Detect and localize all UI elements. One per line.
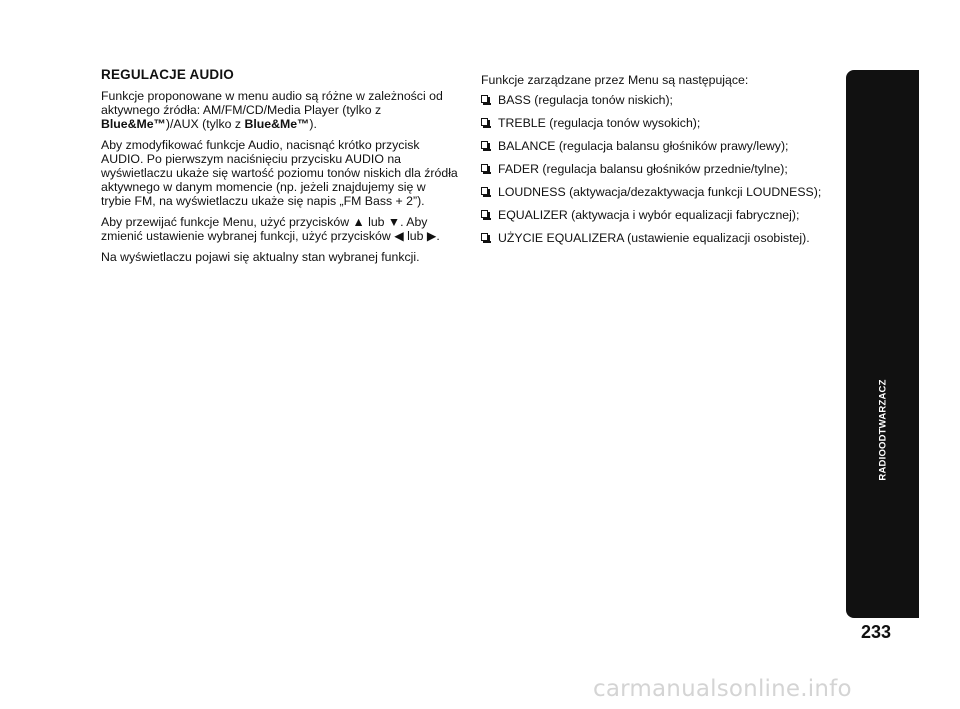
paragraph-sources-text-d: ). <box>309 117 317 131</box>
arrow-right-icon: ▶ <box>426 229 437 243</box>
paragraph-display-state: Na wyświetlaczu pojawi się aktualny stan wybranej funkcji. <box>101 250 420 264</box>
list-item <box>481 162 841 176</box>
paragraph-sources <box>101 89 459 131</box>
list-item-text: BALANCE (regulacja balansu głośników prawy/lewy); <box>498 139 789 153</box>
list-item-text: TREBLE (regulacja tonów wysokich); <box>498 116 701 130</box>
chapter-tab <box>846 70 919 618</box>
checkbox-bullet-icon <box>481 164 488 172</box>
paragraph-scroll-text-c: . <box>436 229 440 243</box>
paragraph-scroll-lub-1: lub <box>364 215 388 229</box>
list-item <box>481 208 841 222</box>
list-item-text: UŻYCIE EQUALIZERA (ustawienie equalizacji osobistej). <box>498 231 810 245</box>
paragraph-scroll-text-a: Aby przewijać funkcje Menu, użyć przycisków <box>101 215 353 229</box>
right-column <box>481 73 841 254</box>
list-item-text: EQUALIZER (aktywacja i wybór equalizacji fabrycznej); <box>498 208 800 222</box>
functions-list <box>481 93 841 245</box>
checkbox-bullet-icon <box>481 233 488 241</box>
checkbox-bullet-icon <box>481 187 488 195</box>
paragraph-scroll-text-b: . Aby zmienić ustawienie wybranej funkcji, użyć przycisków <box>101 215 428 243</box>
bluetooth-brand-1: Blue&Me™ <box>101 117 166 131</box>
list-item <box>481 231 841 245</box>
checkbox-bullet-icon <box>481 141 488 149</box>
arrow-left-icon: ◀ <box>394 229 404 243</box>
list-item-text: FADER (regulacja balansu głośników przednie/tylne); <box>498 162 788 176</box>
list-item <box>481 93 841 107</box>
paragraph-scroll-menu <box>101 215 459 243</box>
checkbox-bullet-icon <box>481 95 488 103</box>
bluetooth-brand-2: Blue&Me™ <box>244 117 310 131</box>
chapter-tab-label: RADIOODTWARZACZ <box>877 379 888 481</box>
left-column <box>101 68 459 271</box>
paragraph-sources-text-a: Funkcje proponowane w menu audio są różne w zależności od aktywnego źródła: AM/FM/CD/Media Player (tylko z <box>101 89 443 117</box>
list-item <box>481 139 841 153</box>
page-number: 233 <box>860 622 892 642</box>
list-item-text: LOUDNESS (aktywacja/dezaktywacja funkcji LOUDNESS); <box>498 185 822 199</box>
list-item <box>481 116 841 130</box>
checkbox-bullet-icon <box>481 210 488 218</box>
arrow-up-icon: ▲ <box>352 215 365 229</box>
paragraph-sources-text-c: )/AUX (tylko z <box>165 117 245 131</box>
section-heading: REGULACJE AUDIO <box>101 67 235 82</box>
list-item <box>481 185 841 199</box>
functions-intro: Funkcje zarządzane przez Menu są następujące: <box>481 73 749 87</box>
list-item-text: BASS (regulacja tonów niskich); <box>498 93 673 107</box>
paragraph-modify-audio: Aby zmodyfikować funkcje Audio, nacisnąć krótko przycisk AUDIO. Po pierwszym naciśnięciu przycisku AUDIO na wyświetlaczu ukaże się wartość poziomu tonów niskich dla źródła aktywnego w danym momencie (np. jeżeli znajdujemy się w trybie FM, na wyświetlaczu ukaże się napis „FM Bass + 2”). <box>101 138 458 208</box>
arrow-down-icon: ▼ <box>387 215 401 229</box>
watermark: carmanualsonline.info <box>593 676 852 702</box>
paragraph-scroll-lub-2: lub <box>403 229 427 243</box>
checkbox-bullet-icon <box>481 118 488 126</box>
